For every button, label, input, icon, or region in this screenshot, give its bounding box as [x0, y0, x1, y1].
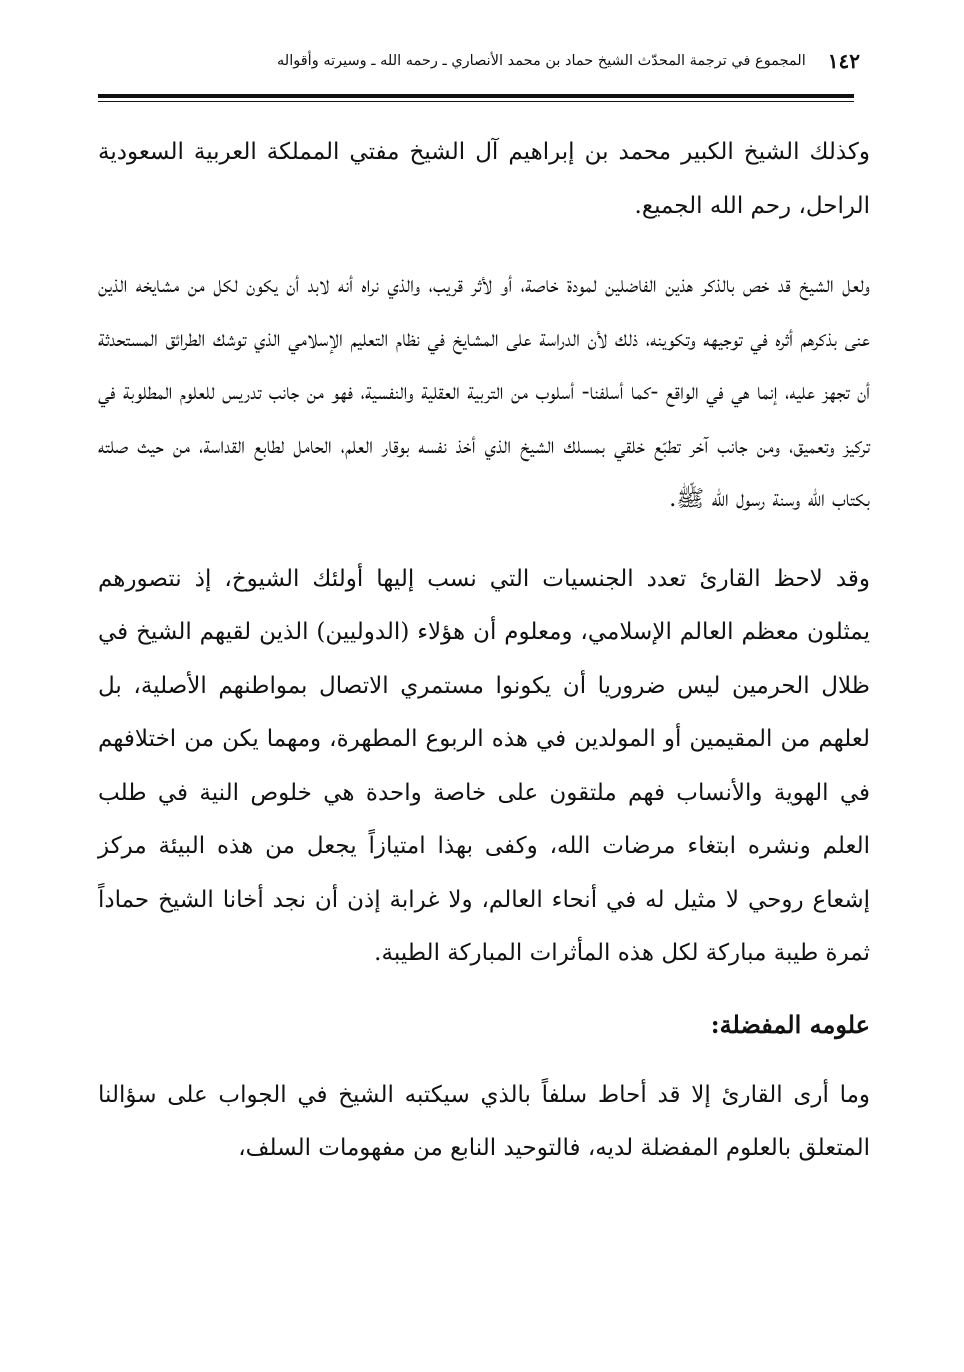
paragraph-3: وقد لاحظ القارئ تعدد الجنسيات التي نسب إليها أولئك الشيوخ، إذ نتصورهم يمثلون معظم العالم الإسلامي، ومعلوم أن هؤلاء (الدوليين) الذين لقيهم الشيخ في ظلال الحرمين ليس ضروريا أن يكونوا مستمري الاتصال بمواطنهم الأصلية، بل لعلهم من المقيمين أو المولدين في هذه الربوع المطهرة، ومهما يكن من اختلافهم في الهوية والأنساب فهم ملتقون على خاصة واحدة هي خلوص النية في طلب العلم ونشره ابتغاء مرضات الله، وكفى بهذا امتيازاً يجعل من هذه البيئة مركز إشعاع روحي لا مثيل له في أنحاء العالم، ولا غرابة إذن أن نجد أخانا الشيخ حماداً ثمرة طيبة مباركة لكل هذه المأثرات المباركة الطيبة.: [98, 565, 870, 966]
header-rule-thick: [98, 94, 854, 98]
running-title: المجموع في ترجمة المحدّث الشيخ حماد بن محمد الأنصاري ـ رحمه الله ـ وسيرته وأقواله: [277, 53, 806, 69]
body-text: [98, 126, 870, 1176]
header-rule-thin: [98, 101, 854, 102]
page-number: ١٤٢: [827, 49, 860, 73]
paragraph-2: ولعل الشيخ قد خص بالذكر هذين الفاضلين لمودة خاصة، أو لأثر قريب، والذي نراه أنه لابد أن يكون لكل من مشايخه الذين عنى بذكرهم أثره في توجيهه وتكوينه، ذلك لأن الدراسة على المشايخ في نظام التعليم الإسلامي الذي توشك الطرائق المستحدثة أن تجهز عليه، إنما هي في الواقع -كما أسلفنا- أسلوب من التربية العقلية والنفسية، فهو من جانب تدريس للعلوم المطلوبة في تركيز وتعميق، ومن جانب آخر تطبّع خلقي بمسلك الشيخ الذي أخذ نفسه بوقار العلم، الحامل لطابع القداسة، من حيث صلته بكتاب الله وسنة رسول الله ﷺ.: [98, 272, 870, 512]
section-heading: علومه المفضلة:: [710, 1009, 870, 1039]
page-header: [190, 44, 860, 78]
paragraph-4: وما أرى القارئ إلا قد أحاط سلفاً بالذي سيكتبه الشيخ في الجواب على سؤالنا المتعلق بالعلوم المفضلة لديه، فالتوحيد النابع من مفهومات السلف،: [98, 1081, 870, 1161]
paragraph-1: وكذلك الشيخ الكبير محمد بن إبراهيم آل الشيخ مفتي المملكة العربية السعودية الراحل، رحم الله الجميع.: [98, 139, 870, 219]
